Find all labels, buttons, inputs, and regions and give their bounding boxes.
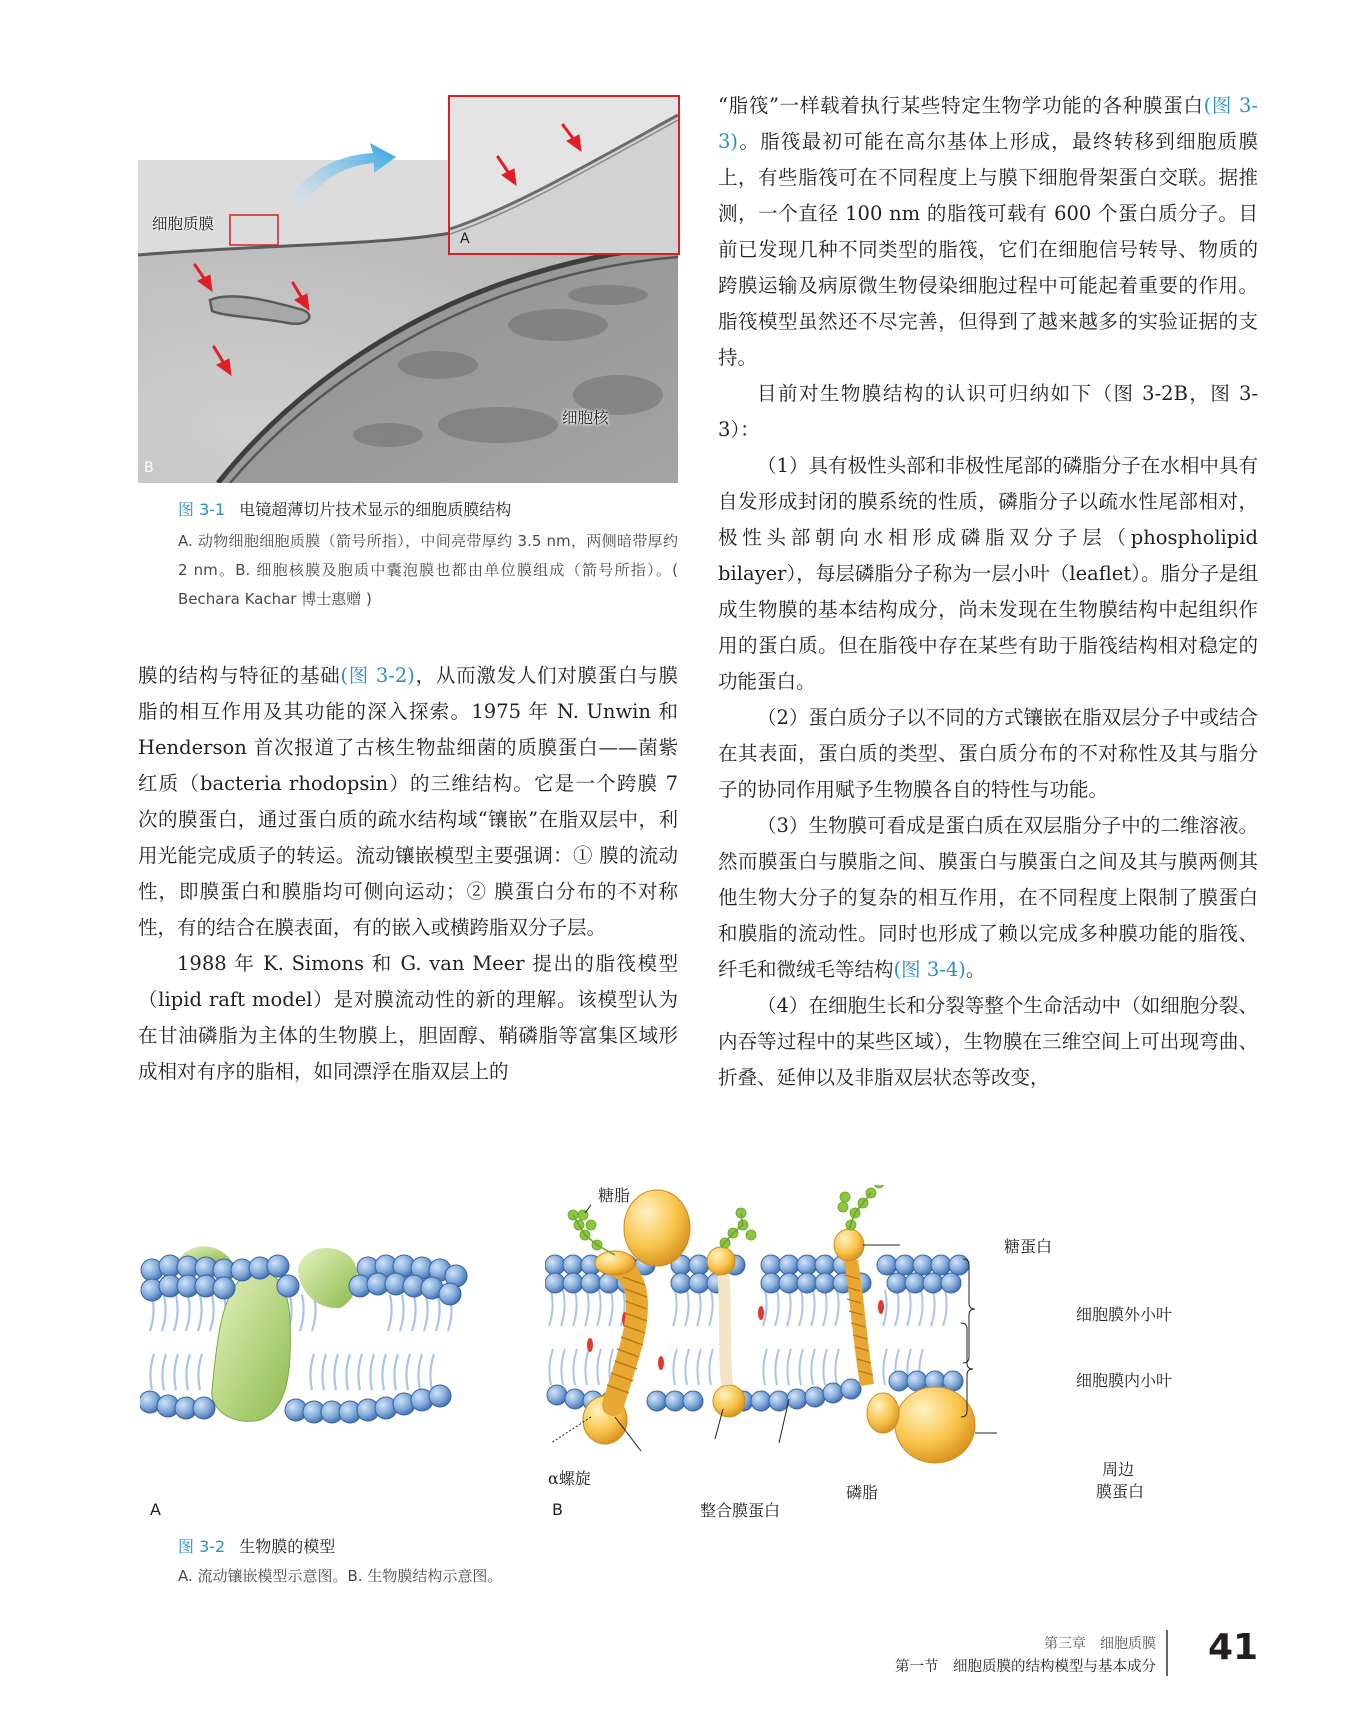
- page-number: 41: [1208, 1627, 1259, 1668]
- figure-3-1: [138, 95, 678, 483]
- paragraph: 目前对生物膜结构的认识可归纳如下（图 3-2B，图 3-3）：: [718, 382, 1258, 441]
- right-column-text: [718, 88, 1258, 1096]
- inset-micrograph: [450, 97, 678, 253]
- footer-divider: [1166, 1630, 1168, 1676]
- figure-reference[interactable]: (图 3-2): [340, 664, 415, 687]
- label-integral-protein: 整合膜蛋白: [700, 1501, 781, 1520]
- paragraph: （4）在细胞生长和分裂等整个生命活动中（如细胞分裂、内吞等过程中的某些区域），生物膜在三维空间上可出现弯曲、折叠、延伸以及非脂双层状态等改变，: [718, 994, 1258, 1089]
- figure-3-2-caption-title: [178, 1534, 335, 1557]
- figure-3-1-caption-title: [178, 497, 511, 520]
- label-inner-leaflet: 细胞膜内小叶: [1076, 1371, 1173, 1390]
- label-glycolipid: 糖脂: [598, 1186, 631, 1205]
- paragraph: 1988 年 K. Simons 和 G. van Meer 提出的脂筏模型（lipid raft model）是对膜流动性的新的理解。该模型认为在甘油磷脂为主体的生物膜上，胆固醇、鞘磷脂等富集区域形成相对有序的脂相，如同漂浮在脂双层上的: [138, 952, 678, 1083]
- paragraph: “脂筏”一样载着执行某些特定生物学功能的各种膜蛋白(图 3-3)。脂筏最初可能在高尔基体上形成，最终转移到细胞质膜上，有些脂筏可在不同程度上与膜下细胞骨架蛋白交联。据推测，一个直径 100 nm 的脂筏可载有 600 个蛋白质分子。目前已发现几种不同类型的脂筏，它们在细胞信号转导、物质的跨膜运输及病原微生物侵染细胞过程中可能起着重要的作用。脂筏模型虽然还不尽完善，但得到了越来越多的实验证据的支持。: [718, 94, 1258, 369]
- figure-3-2-panel-b-label: B: [552, 1500, 563, 1519]
- footer-section: 第一节 细胞质膜的结构模型与基本成分: [895, 1659, 1156, 1675]
- label-peripheral-2: 膜蛋白: [1096, 1482, 1145, 1501]
- paragraph: （2）蛋白质分子以不同的方式镶嵌在脂双层分子中或结合在其表面，蛋白质的类型、蛋白质分布的不对称性及其与脂分子的协同作用赋予生物膜各自的特性与功能。: [718, 706, 1258, 801]
- caption-title: 生物膜的模型: [239, 1537, 336, 1556]
- label-glycoprotein: 糖蛋白: [1004, 1237, 1053, 1256]
- figure-3-2-caption-body: A. 流动镶嵌模型示意图。B. 生物膜结构示意图。: [178, 1567, 503, 1585]
- label-outer-leaflet: 细胞膜外小叶: [1076, 1305, 1173, 1324]
- footer-chapter: 第三章 细胞质膜: [1044, 1636, 1156, 1652]
- inset-panel-label: A: [460, 231, 470, 247]
- label-phospholipid: 磷脂: [846, 1483, 879, 1502]
- figure-3-1-caption-body: A. 动物细胞细胞质膜（箭号所指），中间亮带厚约 3.5 nm，两侧暗带厚约 2 nm。B. 细胞核膜及胞质中囊泡膜也都由单位膜组成（箭号所指）。( Bechara Kachar 博士惠赠 ): [178, 532, 678, 608]
- inset-panel-a: [448, 95, 680, 255]
- figure-reference[interactable]: (图 3-4): [893, 958, 966, 981]
- label-cell-membrane: 细胞质膜: [152, 215, 215, 233]
- paragraph: （3）生物膜可看成是蛋白质在双层脂分子中的二维溶液。然而膜蛋白与膜脂之间、膜蛋白与膜蛋白之间及其与膜两侧其他生物大分子的复杂的相互作用，在不同程度上限制了膜蛋白和膜脂的流动性。同时也形成了赖以完成多种膜功能的脂筏、纤毛和微绒毛等结构(图 3-4)。: [718, 814, 1258, 981]
- caption-number: 图 3-1: [178, 500, 226, 519]
- caption-number: 图 3-2: [178, 1537, 226, 1556]
- caption-title: 电镜超薄切片技术显示的细胞质膜结构: [239, 500, 512, 519]
- label-alpha-helix: α螺旋: [548, 1469, 591, 1488]
- panel-b-label: B: [144, 460, 154, 476]
- fluid-mosaic-diagram: [140, 1240, 470, 1460]
- left-column-text: [138, 658, 678, 1090]
- label-nucleus: 细胞核: [562, 409, 609, 427]
- paragraph: （1）具有极性头部和非极性尾部的磷脂分子在水相中具有自发形成封闭的膜系统的性质，磷脂分子以疏水性尾部相对，极性头部朝向水相形成磷脂双分子层（phospholipid bilayer），每层磷脂分子称为一层小叶（leaflet）。脂分子是组成生物膜的基本结构成分，尚未发现在生物膜结构中起组织作用的蛋白质。但在脂筏中存在某些有助于脂筏结构相对稳定的功能蛋白。: [718, 454, 1258, 693]
- figure-3-2-panel-a-label: A: [150, 1500, 161, 1519]
- membrane-structure-diagram: [545, 1185, 1065, 1495]
- paragraph: 膜的结构与特征的基础(图 3-2)，从而激发人们对膜蛋白与膜脂的相互作用及其功能的深入探索。1975 年 N. Unwin 和 Henderson 首次报道了古核生物盐细菌的质膜蛋白——菌紫红质（bacteria rhodopsin）的三维结构。它是一个跨膜 7 次的膜蛋白，通过蛋白质的疏水结构域“镶嵌”在脂双层中，利用光能完成质子的转运。流动镶嵌模型主要强调：① 膜的流动性，即膜蛋白和膜脂均可侧向运动；② 膜蛋白分布的不对称性，有的结合在膜表面，有的嵌入或横跨脂双分子层。: [138, 664, 678, 939]
- figure-reference[interactable]: (图 3-3): [718, 94, 1258, 153]
- label-peripheral-1: 周边: [1102, 1460, 1135, 1479]
